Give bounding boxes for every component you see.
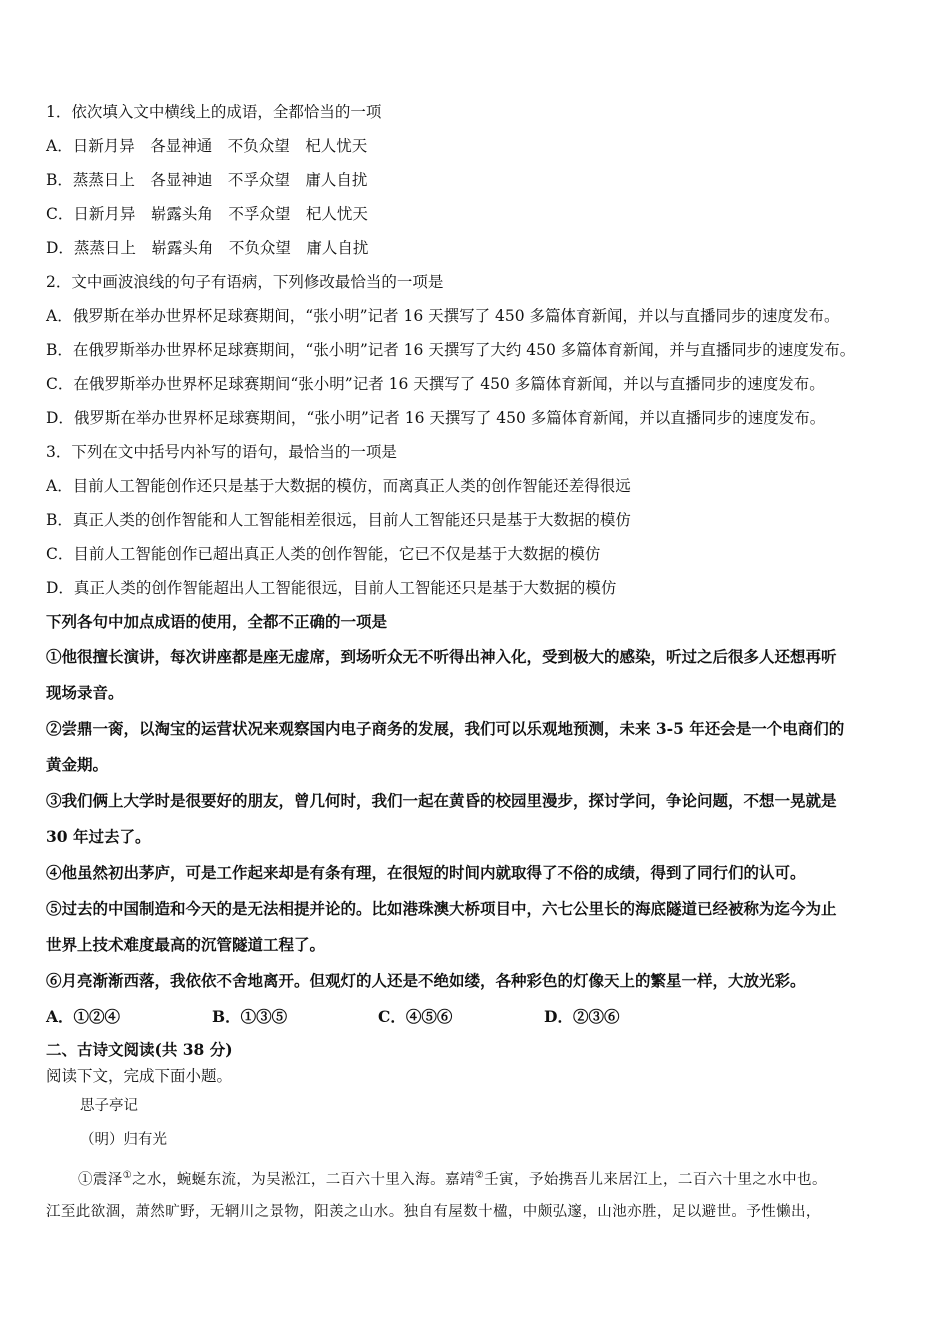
sentence-line: ①他很擅长演讲，每次讲座都是座无虚席，到场听众无不听得出神入化，受到极大的感染，听过之后很多人还想再听 <box>46 647 837 666</box>
question-2 <box>46 265 916 435</box>
option-a: A．①②④ <box>46 1007 121 1026</box>
passage-text: 之水，蜿蜒东流，为吴淞江，二百六十里入海。嘉靖 <box>132 1171 475 1188</box>
passage-text: 壬寅，予始携吾儿来居江上，二百六十里之水中也。 <box>484 1171 827 1188</box>
document-page <box>46 95 916 1231</box>
sentence-line: 30 年过去了。 <box>46 827 151 846</box>
option-d: D．蒸蒸日上 崭露头角 不负众望 庸人自扰 <box>46 239 369 257</box>
answer-options <box>46 999 916 1035</box>
option-d: D．真正人类的创作智能超出人工智能很远，目前人工智能还只是基于大数据的模仿 <box>46 579 617 597</box>
footnote-mark: ② <box>474 1170 485 1181</box>
question-1 <box>46 95 916 265</box>
option-c: C．在俄罗斯举办世界杯足球赛期间“张小明”记者 16 天撰写了 450 多篇体育新闻，并以与直播同步的速度发布。 <box>46 375 825 393</box>
option-b: B．蒸蒸日上 各显神迪 不孚众望 庸人自扰 <box>46 171 368 189</box>
sentence-line: 世界上技术难度最高的沉管隧道工程了。 <box>46 935 326 954</box>
option-c: C．日新月异 崭露头角 不孚众望 杞人忧天 <box>46 205 368 223</box>
sentence-line: ③我们俩上大学时是很要好的朋友，曾几何时，我们一起在黄昏的校园里漫步，探讨学问，争论问题，不想一晃就是 <box>46 791 837 810</box>
sentence-line: ⑥月亮渐渐西落，我依依不舍地离开。但观灯的人还是不绝如缕，各种彩色的灯像天上的繁星一样，大放光彩。 <box>46 971 806 990</box>
option-a: A．俄罗斯在举办世界杯足球赛期间，“张小明”记者 16 天撰写了 450 多篇体育新闻，并以与直播同步的速度发布。 <box>46 307 840 325</box>
footnote-mark: ① <box>122 1170 133 1181</box>
option-d: D．俄罗斯在举办世界杯足球赛期间，“张小明”记者 16 天撰写了 450 多篇体育新闻，并以直播同步的速度发布。 <box>46 409 826 427</box>
question-stem: 2．文中画波浪线的句子有语病，下列修改最恰当的一项是 <box>46 273 444 291</box>
question-stem: 下列各句中加点成语的使用，全都不正确的一项是 <box>46 612 388 631</box>
option-b: B．真正人类的创作智能和人工智能相差很远，目前人工智能还只是基于大数据的模仿 <box>46 511 631 529</box>
option-c: C．目前人工智能创作已超出真正人类的创作智能，它已不仅是基于大数据的模仿 <box>46 545 601 563</box>
sentence-line: 现场录音。 <box>46 683 124 702</box>
passage-title: 思子亭记 <box>80 1098 138 1114</box>
question-4 <box>46 605 916 1035</box>
section-heading: 二、古诗文阅读(共 38 分) <box>46 1040 233 1059</box>
question-3 <box>46 435 916 605</box>
passage-text: ①震泽 <box>78 1171 123 1188</box>
option-b: B．在俄罗斯举办世界杯足球赛期间，“张小明”记者 16 天撰写了大约 450 多篇体育新闻，并与直播同步的速度发布。 <box>46 341 856 359</box>
sentence-line: ④他虽然初出茅庐，可是工作起来却是有条有理，在很短的时间内就取得了不俗的成绩，得到了同行们的认可。 <box>46 863 806 882</box>
section-classical-reading <box>46 1037 916 1231</box>
sentence-line: 黄金期。 <box>46 755 109 774</box>
reading-instruction: 阅读下文，完成下面小题。 <box>46 1067 233 1085</box>
passage-paragraph-continued: 江至此欲涸，萧然旷野，无辋川之景物，阳羡之山水。独自有屋数十楹，中颇弘邃，山池亦胜，足以避世。予性懒出， <box>46 1204 821 1220</box>
question-stem: 1．依次填入文中横线上的成语，全都恰当的一项 <box>46 103 382 121</box>
sentence-line: ②尝鼎一脔，以淘宝的运营状况来观察国内电子商务的发展，我们可以乐观地预测，未来 3-5 年还会是一个电商们的 <box>46 719 845 738</box>
option-a: A．日新月异 各显神通 不负众望 杞人忧天 <box>46 137 368 155</box>
option-b: B．①③⑤ <box>212 1007 288 1026</box>
option-a: A．目前人工智能创作还只是基于大数据的模仿，而离真正人类的创作智能还差得很远 <box>46 477 631 495</box>
sentence-line: ⑤过去的中国制造和今天的是无法相提并论的。比如港珠澳大桥项目中，六七公里长的海底隧道已经被称为迄今为止 <box>46 899 837 918</box>
option-d: D．②③⑥ <box>544 1007 620 1026</box>
option-c: C．④⑤⑥ <box>378 1007 453 1026</box>
question-stem: 3．下列在文中括号内补写的语句，最恰当的一项是 <box>46 443 397 461</box>
passage-author: （明）归有光 <box>80 1132 167 1148</box>
passage-paragraph <box>46 1157 916 1194</box>
